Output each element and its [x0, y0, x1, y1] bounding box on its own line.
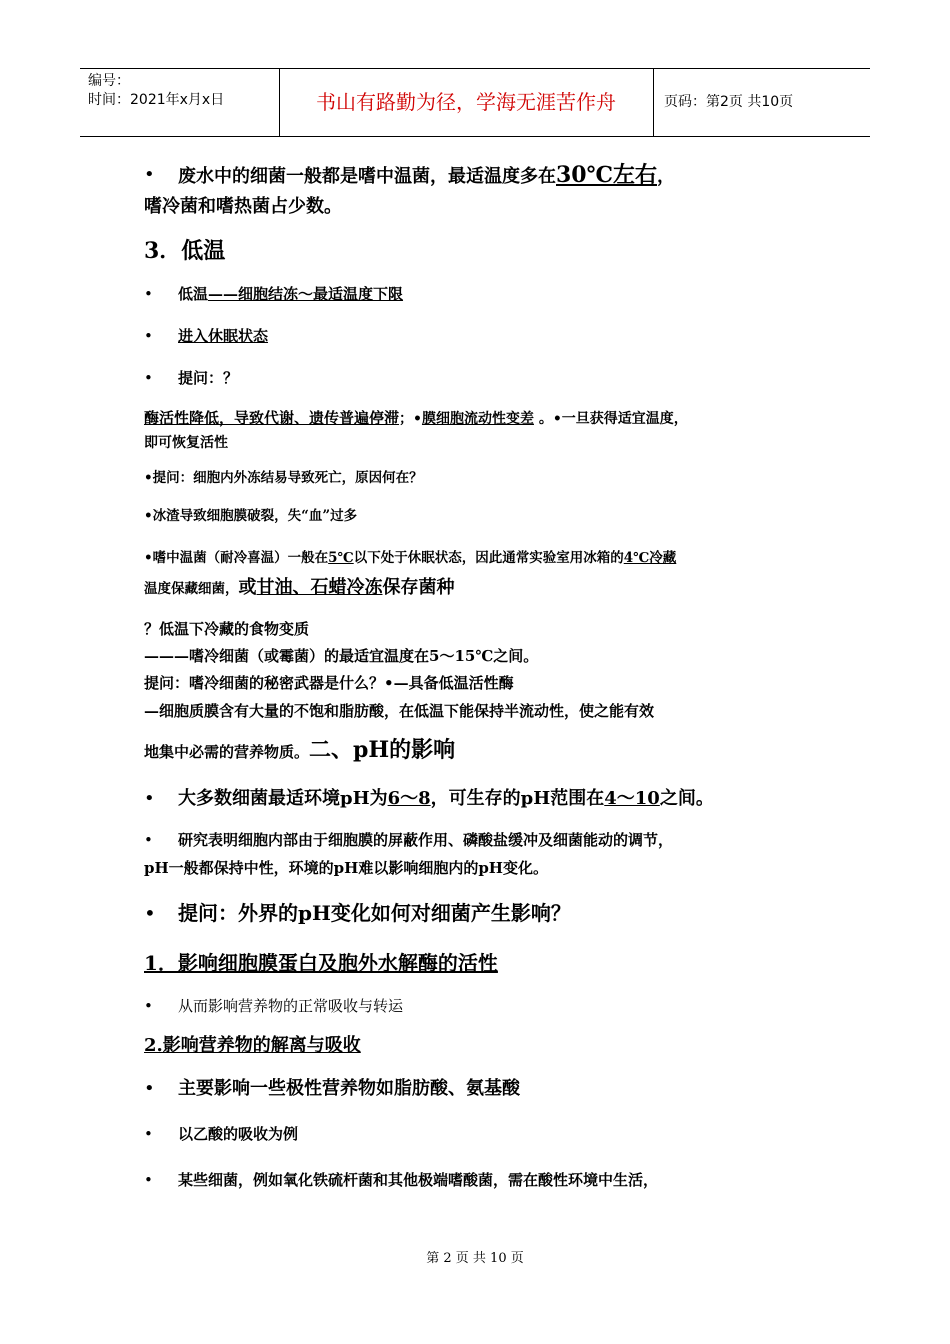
- section-heading: 3．低温: [144, 238, 226, 264]
- list-item: • 研究表明细胞内部由于细胞膜的屏蔽作用、磷酸盐缓冲及细菌能动的调节， pH一般都保持中性，环境的pH难以影响细胞内的pH变化。: [144, 826, 824, 882]
- list-item: • 某些细菌，例如氧化铁硫杆菌和其他极端嗜酸菌，需在酸性环境中生活，: [144, 1168, 824, 1192]
- bullet-icon: •: [144, 369, 153, 387]
- bullet-icon: •: [144, 327, 153, 345]
- bullet-icon: •: [144, 831, 153, 849]
- list-item: • 提问：外界的pH变化如何对细菌产生影响？: [144, 898, 824, 928]
- header-divider: [653, 69, 654, 136]
- bullet-icon: •: [144, 285, 153, 303]
- header-page-info: 页码：第2页 共10页: [664, 94, 794, 110]
- paragraph: •嗜中温菌（耐冷喜温）一般在5℃以下处于休眠状态，因此通常实验室用冰箱的4℃冷藏 温度保藏细菌，或甘油、石蜡冷冻保存菌种: [144, 550, 677, 598]
- list-item: • 低温——细胞结冻～最适温度下限: [144, 282, 824, 306]
- bullet-icon: •: [144, 164, 155, 185]
- paragraph: 地集中必需的营养物质。二、pH的影响: [144, 737, 456, 763]
- paragraph: ———嗜冷细菌（或霉菌）的最适宜温度在5～15℃之间。: [144, 647, 539, 665]
- list-item: • 进入休眠状态: [144, 324, 824, 348]
- document-body: [144, 158, 824, 1192]
- header-meta: [88, 72, 278, 110]
- paragraph: • 废水中的细菌一般都是嗜中温菌，最适温度多在30℃左右， 嗜冷菌和嗜热菌占少数。: [144, 162, 675, 217]
- bullet-icon: •: [144, 1125, 153, 1143]
- bullet-icon: •: [144, 788, 155, 809]
- number-label: 编号：: [88, 73, 130, 89]
- paragraph: ？低温下冷藏的食物变质: [144, 620, 310, 638]
- list-item: • 大多数细菌最适环境pH为6～8，可生存的pH范围在4～10之间。: [144, 784, 824, 814]
- header-motto: 书山有路勤为径，学海无涯苦作舟: [316, 90, 616, 114]
- list-item: • 以乙酸的吸收为例: [144, 1122, 824, 1146]
- bullet-icon: •: [144, 1171, 153, 1189]
- page-header: [80, 68, 870, 137]
- list-item: • 从而影响营养物的正常吸收与转运: [144, 994, 824, 1018]
- page-footer: 第 2 页 共 10 页: [426, 1251, 524, 1266]
- list-item: • 提问：？: [144, 366, 824, 390]
- section-heading: 1．影响细胞膜蛋白及胞外水解酶的活性: [144, 951, 498, 975]
- paragraph: 提问：嗜冷细菌的秘密武器是什么？•—具备低温活性酶: [144, 674, 514, 692]
- time-label: 时间：2021年x月x日: [88, 92, 225, 108]
- list-item: • 主要影响一些极性营养物如脂肪酸、氨基酸: [144, 1074, 824, 1104]
- paragraph: 酶活性降低，导致代谢、遗传普遍停滞；•膜细胞流动性变差 。•一旦获得适宜温度， 即可恢复活性: [144, 409, 688, 451]
- paragraph: —细胞质膜含有大量的不饱和脂肪酸，在低温下能保持半流动性，使之能有效: [144, 702, 655, 720]
- paragraph: •冰渣导致细胞膜破裂，失“血”过多: [144, 508, 358, 524]
- bullet-icon: •: [144, 901, 156, 925]
- bullet-icon: •: [144, 1078, 155, 1099]
- section-heading: 2.影响营养物的解离与吸收: [144, 1035, 361, 1056]
- paragraph: •提问：细胞内外冻结易导致死亡，原因何在？: [144, 470, 423, 486]
- bullet-icon: •: [144, 997, 153, 1015]
